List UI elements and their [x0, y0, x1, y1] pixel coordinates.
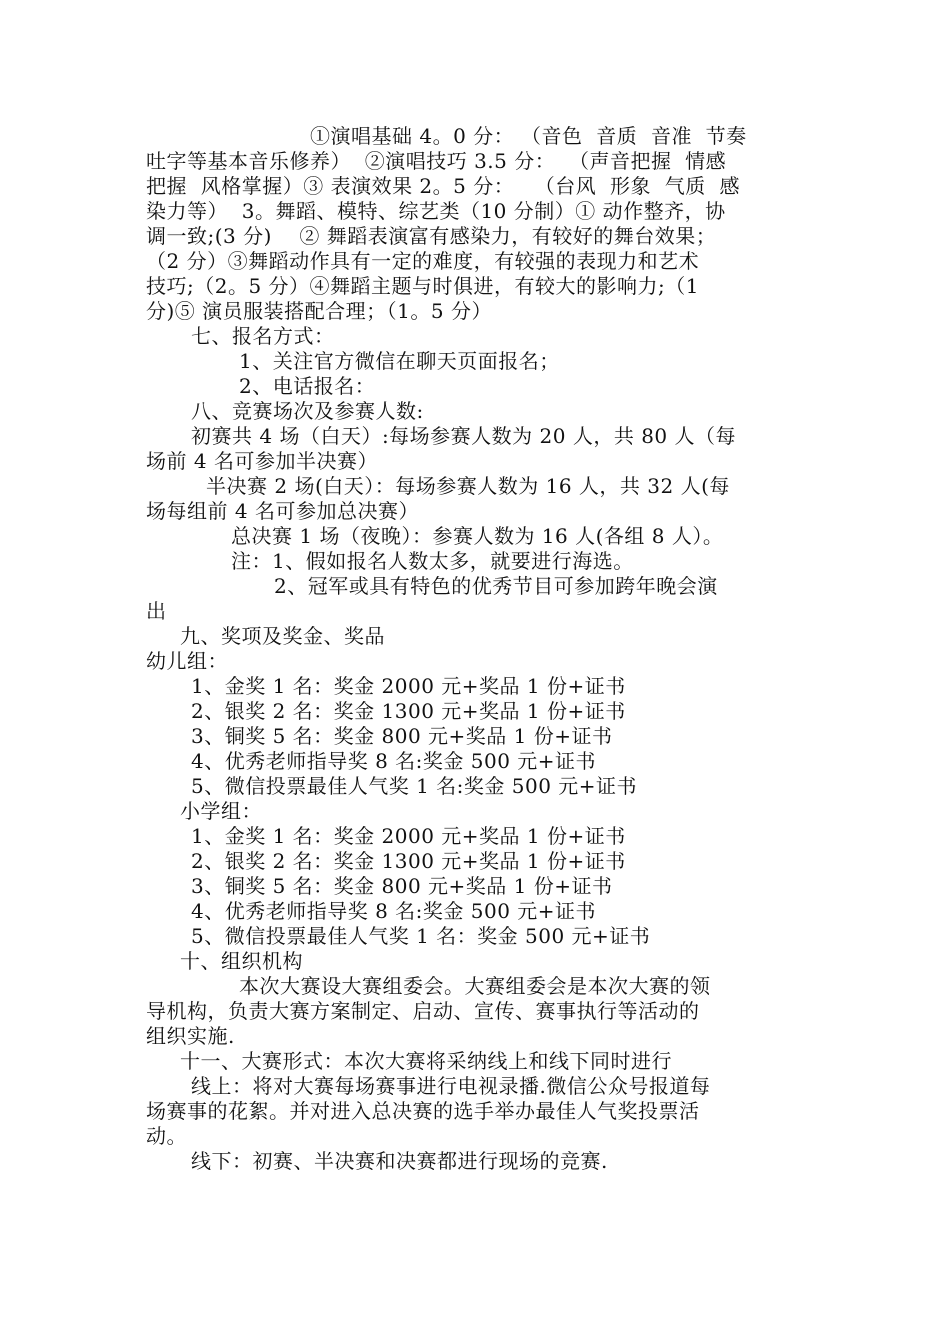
format-line: 线下：初赛、半决赛和决赛都进行现场的竞赛.: [191, 1149, 608, 1173]
section-heading-rounds: 八、竞赛场次及参赛人数:: [191, 399, 424, 423]
award-group-title: 幼儿组：: [146, 649, 228, 673]
section-heading-awards: 九、奖项及奖金、奖品: [180, 624, 385, 648]
scoring-line: 把握 风格掌握）③ 表演效果 2。5 分： （台风 形象 气质 感: [146, 174, 740, 198]
organization-line: 组织实施.: [146, 1024, 235, 1048]
rounds-line: 半决赛 2 场(白天）：每场参赛人数为 16 人，共 32 人(每: [206, 474, 730, 498]
scoring-line: 染力等） 3。舞蹈、模特、综艺类（10 分制）① 动作整齐，协: [146, 199, 726, 223]
award-item: 5、微信投票最佳人气奖 1 名:奖金 500 元+证书: [191, 774, 638, 798]
award-item: 5、微信投票最佳人气奖 1 名：奖金 500 元+证书: [191, 924, 651, 948]
scoring-line: 吐字等基本音乐修养） ②演唱技巧 3.5 分： （声音把握 情感: [146, 149, 727, 173]
format-line: 线上：将对大赛每场赛事进行电视录播.微信公众号报道每: [191, 1074, 711, 1098]
format-line: 动。: [146, 1124, 187, 1148]
rounds-line: 场每组前 4 名可参加总决赛）: [146, 499, 419, 523]
award-item: 1、金奖 1 名：奖金 2000 元+奖品 1 份+证书: [191, 674, 626, 698]
award-group-title: 小学组：: [180, 799, 262, 823]
award-item: 4、优秀老师指导奖 8 名:奖金 500 元+证书: [191, 749, 597, 773]
scoring-line: （2 分）③舞蹈动作具有一定的难度，有较强的表现力和艺术: [146, 249, 700, 273]
rounds-line: 总决赛 1 场（夜晚）：参赛人数为 16 人(各组 8 人）。: [231, 524, 724, 548]
scoring-line: ①演唱基础 4。0 分： （音色 音质 音准 节奏: [310, 124, 747, 148]
scoring-line: 技巧;（2。5 分）④舞蹈主题与时俱进，有较大的影响力;（1: [146, 274, 700, 298]
format-line: 场赛事的花絮。并对进入总决赛的选手举办最佳人气奖投票活: [146, 1099, 700, 1123]
section-heading-format: 十一、大赛形式：本次大赛将采纳线上和线下同时进行: [180, 1049, 672, 1073]
registration-item: 1、关注官方微信在聊天页面报名；: [239, 349, 560, 373]
award-item: 1、金奖 1 名：奖金 2000 元+奖品 1 份+证书: [191, 824, 626, 848]
rounds-note: 注：1、假如报名人数太多，就要进行海选。: [231, 549, 634, 573]
organization-line: 本次大赛设大赛组委会。大赛组委会是本次大赛的领: [239, 974, 711, 998]
award-item: 3、铜奖 5 名：奖金 800 元+奖品 1 份+证书: [191, 874, 613, 898]
award-item: 4、优秀老师指导奖 8 名:奖金 500 元+证书: [191, 899, 597, 923]
organization-line: 导机构，负责大赛方案制定、启动、宣传、赛事执行等活动的: [146, 999, 700, 1023]
registration-item: 2、电话报名：: [239, 374, 376, 398]
rounds-line: 场前 4 名可参加半决赛）: [146, 449, 378, 473]
award-item: 3、铜奖 5 名：奖金 800 元+奖品 1 份+证书: [191, 724, 613, 748]
section-heading-organization: 十、组织机构: [180, 949, 303, 973]
scoring-line: 调一致;(3 分) ② 舞蹈表演富有感染力，有较好的舞台效果；: [146, 224, 717, 248]
section-heading-registration: 七、报名方式：: [191, 324, 335, 348]
rounds-note: 2、冠军或具有特色的优秀节目可参加跨年晚会演: [274, 574, 718, 598]
award-item: 2、银奖 2 名：奖金 1300 元+奖品 1 份+证书: [191, 699, 626, 723]
rounds-note: 出: [146, 599, 167, 623]
scoring-line: 分)⑤ 演员服装搭配合理；（1。5 分）: [146, 299, 492, 323]
award-item: 2、银奖 2 名：奖金 1300 元+奖品 1 份+证书: [191, 849, 626, 873]
rounds-line: 初赛共 4 场（白天）:每场参赛人数为 20 人，共 80 人（每: [191, 424, 737, 448]
